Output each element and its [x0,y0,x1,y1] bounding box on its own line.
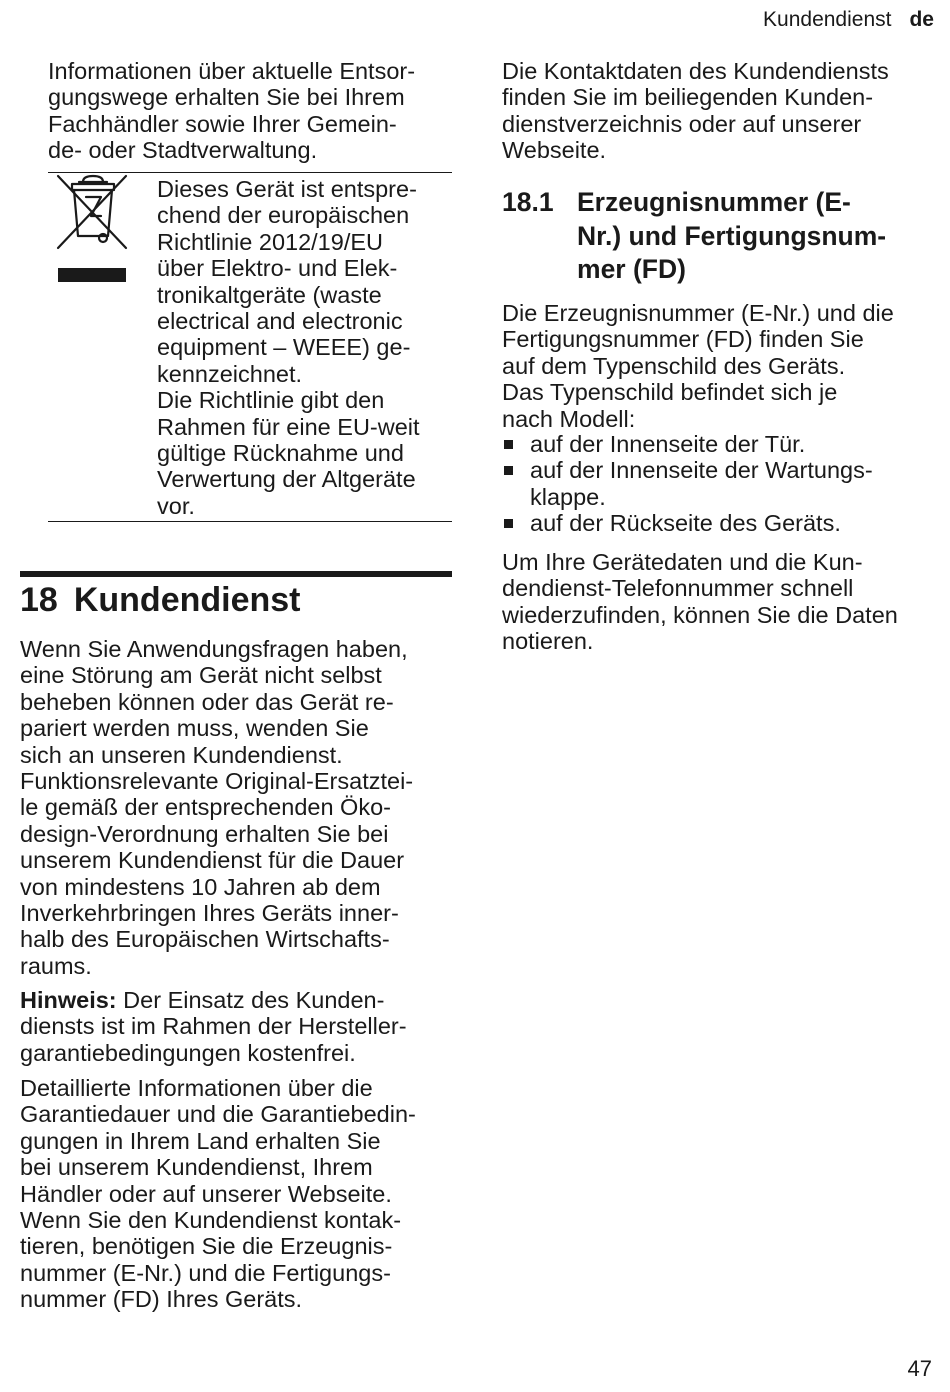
note-text: Der Einsatz des Kunden- [116,987,385,1013]
subsection-title-line: Nr.) und Fertigungsnum- [577,220,887,251]
text-line: Rahmen für eine EU-weit [157,413,420,440]
text-line: Fertigungsnummer (FD) finden Sie [502,326,864,353]
text-line: tieren, benötigen Sie die Erzeugnis- [20,1233,393,1260]
text-line: auf der Innenseite der Tür. [530,431,806,457]
text-line: über Elektro- und Elek- [157,255,398,282]
text-line: tronikaltgeräte (waste [157,281,382,308]
text-line: Die Richtlinie gibt den [157,387,385,414]
section-heading-bar [20,571,452,577]
text-line: wiederzufinden, können Sie die Daten [502,601,898,628]
text-line: le gemäß der entsprechenden Öko- [20,794,391,821]
customer-service-paragraph [20,636,413,979]
text-line: Richtlinie 2012/19/EU [157,228,383,255]
text-line: Webseite. [502,137,607,164]
text-line: notieren. [502,628,594,655]
text-line: de- oder Stadtverwaltung. [48,137,318,164]
text-line: Informationen über aktuelle Entsor- [48,58,416,84]
warranty-paragraph [20,1075,416,1313]
text-line: Verwertung der Altgeräte [157,466,416,493]
text-line: design-Verordnung erhalten Sie bei [20,820,389,847]
text-line: vor. [157,492,195,519]
header-language-code: de [909,8,934,31]
text-line [20,987,407,1013]
rating-plate-location-list [502,431,873,537]
weee-directive-text [157,176,420,519]
square-bullet-icon [504,466,513,475]
text-line: Fachhändler sowie Ihrer Gemein- [48,110,397,137]
text-line: halb des Europäischen Wirtschafts- [20,926,390,953]
running-header [763,8,934,32]
subsection-title-line: Erzeugnisnummer (E- [577,187,851,217]
text-line: bei unserem Kundendienst, Ihrem [20,1154,373,1181]
note-paragraph [20,987,407,1066]
weee-box-bottom-rule [48,521,452,522]
text-line: kennzeichnet. [157,360,303,387]
text-line: dendienst-Telefonnummer schnell [502,575,854,602]
text-line: sich an unseren Kundendienst. [20,741,343,768]
text-line: Inverkehrbringen Ihres Geräts inner- [20,900,399,927]
text-line: Das Typenschild befindet sich je [502,379,838,406]
text-line: nach Modell: [502,405,636,432]
text-line: Wenn Sie Anwendungsfragen haben, [20,636,408,662]
text-line: electrical and electronic [157,308,403,335]
text-line: Wenn Sie den Kundendienst kontak- [20,1207,402,1234]
note-data-paragraph [502,549,898,655]
section-number: 18 [20,581,58,619]
subsection-heading-product-number [502,186,886,287]
text-line: raums. [20,952,92,979]
note-label: Hinweis: [20,987,117,1013]
text-line: auf der Innenseite der Wartungs- [530,457,873,484]
text-line: Funktionsrelevante Original-Ersatztei- [20,768,414,795]
text-line: Händler oder auf unserer Webseite. [20,1180,392,1207]
section-title: Kundendienst [73,581,301,619]
square-bullet-icon [504,440,513,449]
section-heading-kundendienst [20,580,301,620]
text-line: beheben können oder das Gerät re- [20,688,394,715]
contact-data-paragraph [502,58,889,164]
list-item [502,510,873,536]
text-line: garantiebedingungen kostenfrei. [20,1039,356,1066]
disposal-info-paragraph [48,58,415,164]
text-line: pariert werden muss, wenden Sie [20,715,369,742]
text-line: equipment – WEEE) ge- [157,334,411,361]
subsection-number: 18.1 [502,187,554,217]
crossed-out-wheelie-bin-icon [55,172,129,284]
text-line: nummer (FD) Ihres Geräts. [20,1286,303,1313]
text-line: dienstverzeichnis oder auf unserer [502,110,862,137]
subsection-title-line: mer (FD) [577,254,686,284]
text-line: Dieses Gerät ist entspre- [157,176,417,202]
text-line: eine Störung am Gerät nicht selbst [20,662,382,689]
text-line: Die Kontaktdaten des Kundendiensts [502,58,889,84]
text-line: Garantiedauer und die Garantiebedin- [20,1101,416,1128]
text-line: von mindestens 10 Jahren ab dem [20,873,381,900]
text-line: gültige Rücknahme und [157,440,404,467]
text-line: Die Erzeugnisnummer (E-Nr.) und die [502,300,894,326]
text-line: diensts ist im Rahmen der Hersteller- [20,1013,407,1040]
text-line: auf dem Typenschild des Geräts. [502,352,846,379]
text-line: Um Ihre Gerätedaten und die Kun- [502,549,863,575]
text-line: chend der europäischen [157,202,410,229]
rating-plate-paragraph [502,300,894,432]
text-line: nummer (E-Nr.) und die Fertigungs- [20,1259,391,1286]
text-line: finden Sie im beiliegenden Kunden- [502,84,874,111]
text-line: auf der Rückseite des Geräts. [530,510,841,537]
header-section-title: Kundendienst [763,8,892,31]
text-line: gungen in Ihrem Land erhalten Sie [20,1127,381,1154]
list-item [502,431,873,457]
text-line: Detaillierte Informationen über die [20,1075,373,1101]
list-item [502,457,873,510]
page-number: 47 [907,1356,932,1381]
square-bullet-icon [504,519,513,528]
text-line: unserem Kundendienst für die Dauer [20,847,405,874]
text-line: klappe. [530,483,606,510]
text-line: gungswege erhalten Sie bei Ihrem [48,84,405,111]
